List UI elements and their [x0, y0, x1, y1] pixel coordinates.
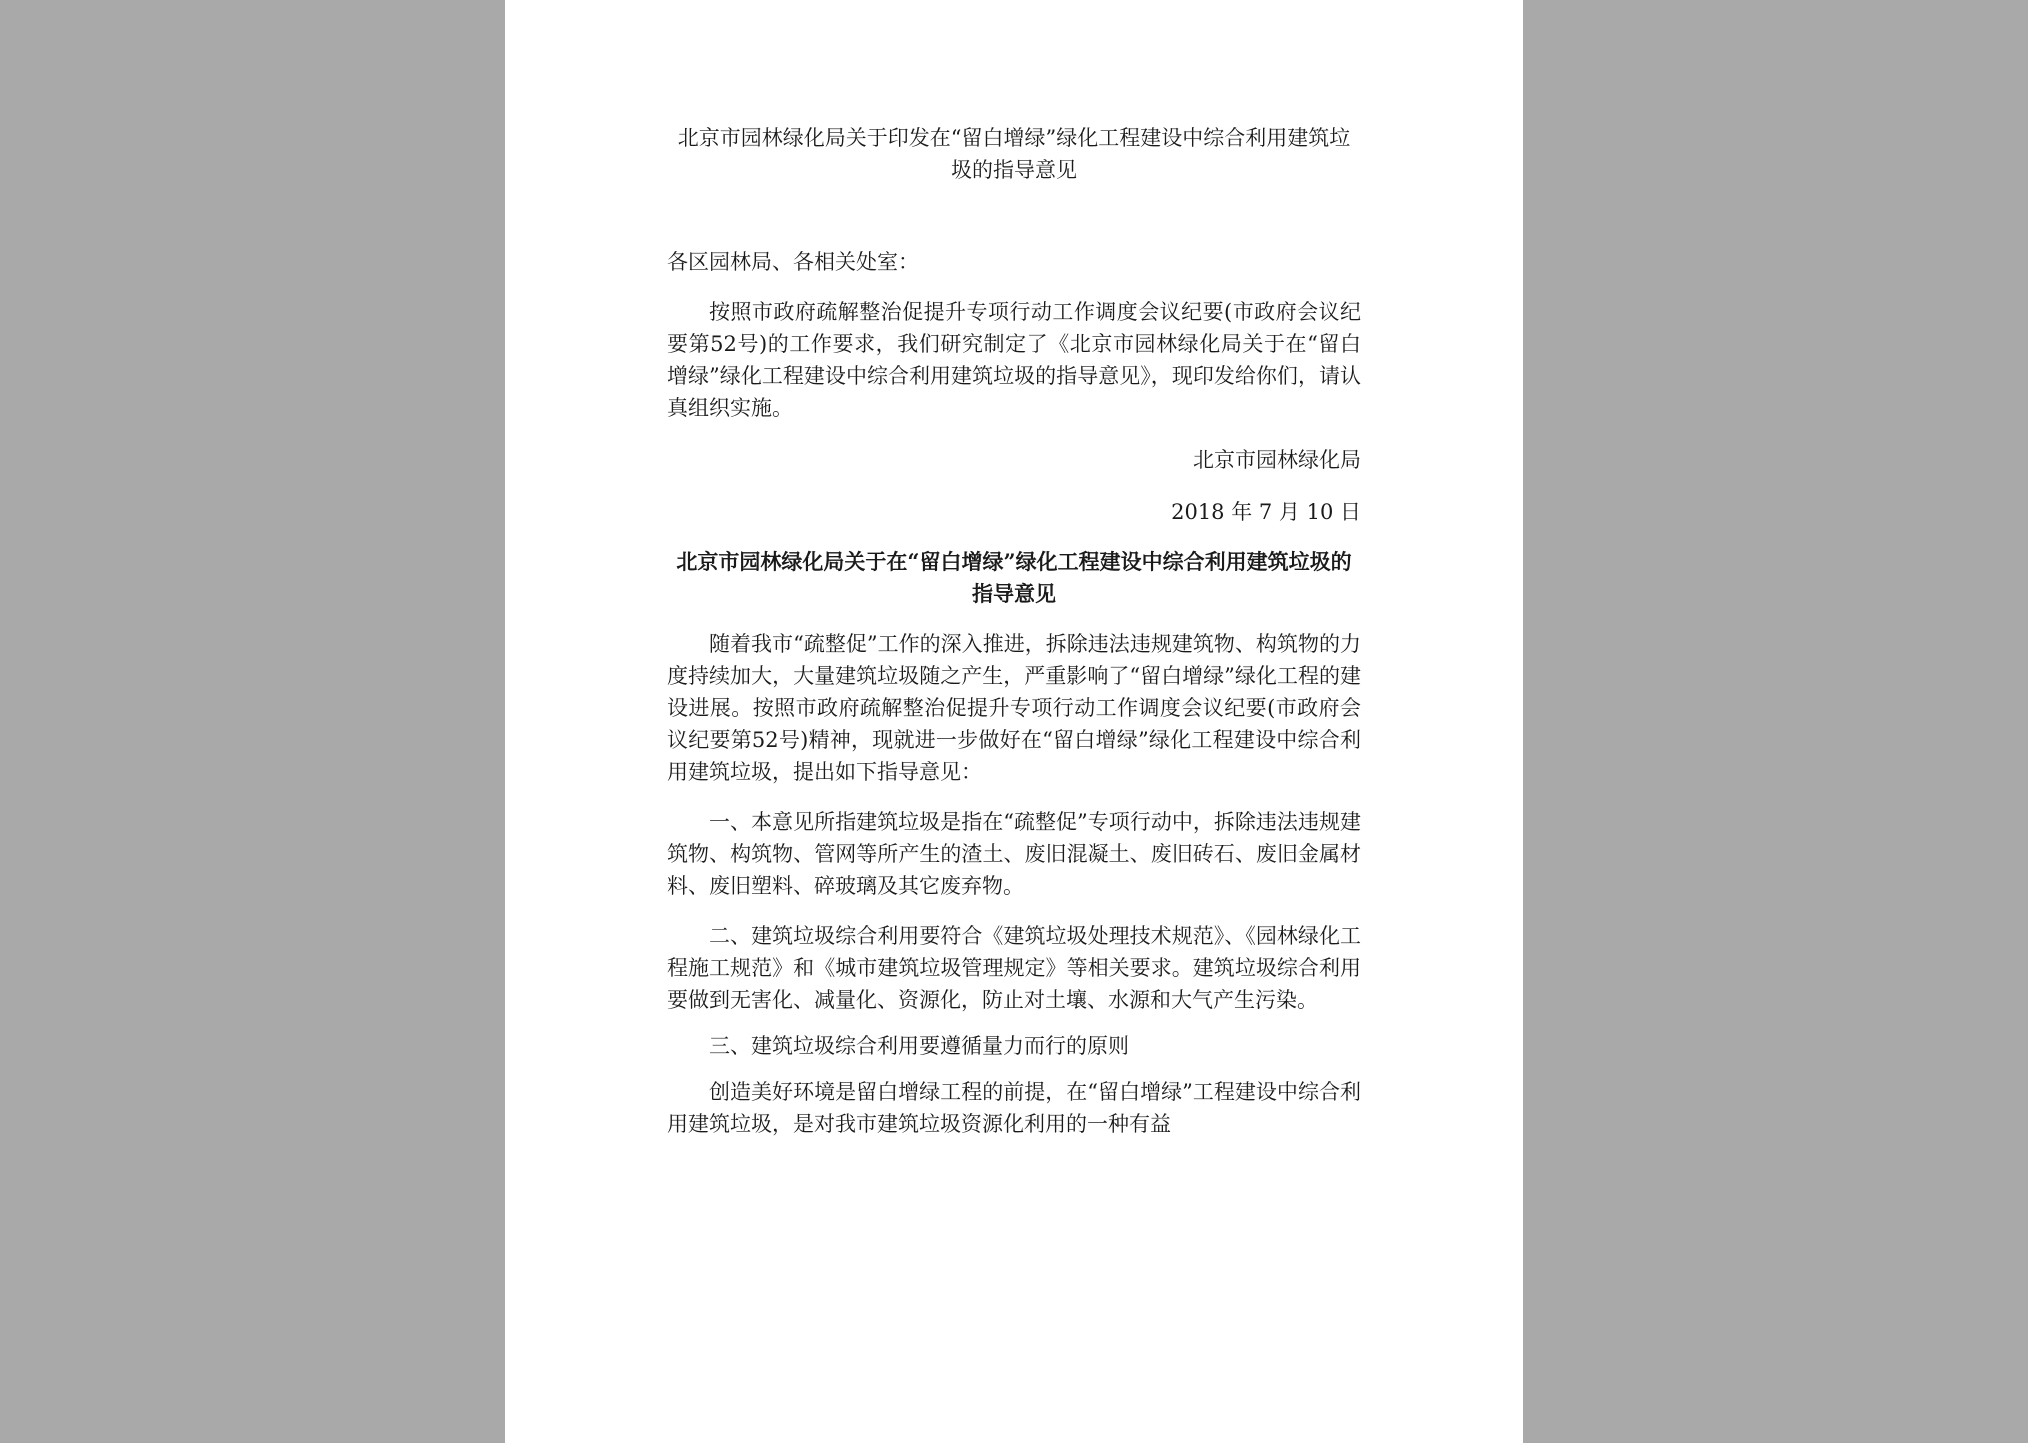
signature-organization: 北京市园林绿化局: [1193, 448, 1361, 472]
body-paragraph: 一、本意见所指建筑垃圾是指在“疏整促”专项行动中，拆除违法违规建筑物、构筑物、管网等所产生的渣土、废旧混凝土、废旧砖石、废旧金属材料、废旧塑料、碎玻璃及其它废弃物。: [667, 810, 1361, 898]
signature-date: 2018 年 7 月 10 日: [1171, 500, 1361, 524]
body-paragraph: 二、建筑垃圾综合利用要符合《建筑垃圾处理技术规范》、《园林绿化工程施工规范》和《城市建筑垃圾管理规定》等相关要求。建筑垃圾综合利用要做到无害化、减量化、资源化，防止对土壤、水源和大气产生污染。: [667, 924, 1361, 1012]
salutation: 各区园林局、各相关处室：: [667, 250, 919, 274]
document-page: [505, 0, 1523, 1443]
attachment-title: 北京市园林绿化局关于在“留白增绿”绿化工程建设中综合利用建筑垃圾的指导意见: [676, 549, 1352, 606]
body-paragraph: 随着我市“疏整促”工作的深入推进，拆除违法违规建筑物、构筑物的力度持续加大，大量建筑垃圾随之产生，严重影响了“留白增绿”绿化工程的建设进展。按照市政府疏解整治促提升专项行动工作调度会议纪要(市政府会议纪要第52号)精神，现就进一步做好在“留白增绿”绿化工程建设中综合利用建筑垃圾，提出如下指导意见：: [667, 632, 1361, 784]
section-heading: 三、建筑垃圾综合利用要遵循量力而行的原则: [709, 1034, 1129, 1058]
intro-paragraph: 按照市政府疏解整治促提升专项行动工作调度会议纪要(市政府会议纪要第52号)的工作要求，我们研究制定了《北京市园林绿化局关于在“留白增绿”绿化工程建设中综合利用建筑垃圾的指导意见》，现印发给你们，请认真组织实施。: [667, 300, 1361, 420]
body-paragraph: 创造美好环境是留白增绿工程的前提，在“留白增绿”工程建设中综合利用建筑垃圾，是对我市建筑垃圾资源化利用的一种有益: [667, 1080, 1361, 1136]
document-title: 北京市园林绿化局关于印发在“留白增绿”绿化工程建设中综合利用建筑垃圾的指导意见: [677, 126, 1351, 182]
